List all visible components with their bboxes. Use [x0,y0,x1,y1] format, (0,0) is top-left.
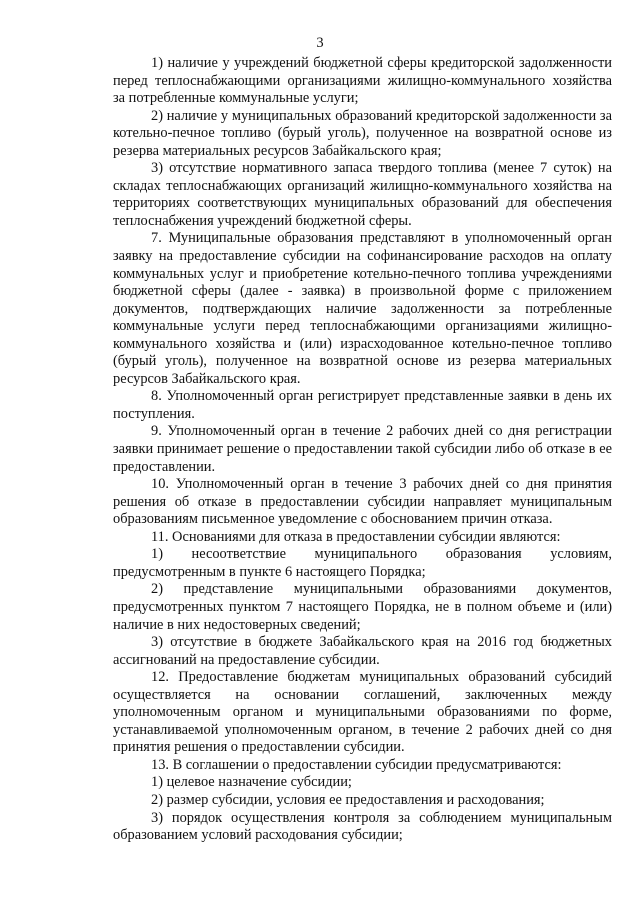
paragraph-11-item-2: 2) представление муниципальными образованиями документов, предусмотренных пунктом 7 настоящего Порядка, не в полном объеме и (или) наличие в них недостоверных сведений; [113,581,612,633]
paragraph-3-fuel-reserve: 3) отсутствие нормативного запаса твердого топлива (менее 7 суток) на складах теплоснабжающих организаций жилищно-коммунального хозяйства на территориях соответствующих муниципальных образований для обеспечения теплоснабжения учреждений бюджетной сферы. [113,160,612,229]
paragraph-2-arrears-fuel: 2) наличие у муниципальных образований кредиторской задолженности за котельно-печное топливо (бурый уголь), полученное на возвратной основе из резерва материальных ресурсов Забайкальского края; [113,107,612,159]
paragraph-11-item-1: 1) несоответствие муниципального образования условиям, предусмотренным в пункте 6 настоящего Порядка; [113,546,612,580]
paragraph-8-registration: 8. Уполномоченный орган регистрирует представленные заявки в день их поступления. [113,388,612,422]
document-body [113,55,612,845]
paragraph-12-agreements: 12. Предоставление бюджетам муниципальных образований субсидий осуществляется на основании соглашений, заключенных между уполномоченным органом и муниципальными образованиями по форме, устанавливаемой уполномоченным органом, в течение 2 рабочих дней со дня принятия решения о предоставлении субсидии. [113,669,612,756]
paragraph-11-item-3: 3) отсутствие в бюджете Забайкальского края на 2016 год бюджетных ассигнований на предоставление субсидии. [113,634,612,668]
paragraph-13-agreement-terms: 13. В соглашении о предоставлении субсидии предусматриваются: [151,756,562,773]
page-number: 3 [316,35,324,51]
paragraph-13-item-3: 3) порядок осуществления контроля за соблюдением муниципальным образованием условий расходования субсидии; [113,809,612,844]
paragraph-13-item-2: 2) размер субсидии, условия ее предоставления и расходования; [151,791,545,808]
paragraph-10-refusal-notice: 10. Уполномоченный орган в течение 3 рабочих дней со дня принятия решения об отказе в предоставлении субсидии направляет муниципальным образованиям письменное уведомление с обоснованием причин отказа. [113,476,612,528]
paragraph-11-refusal-grounds: 11. Основаниями для отказа в предоставлении субсидии являются: [151,528,561,545]
paragraph-13-item-1: 1) целевое назначение субсидии; [151,774,352,791]
paragraph-7-application: 7. Муниципальные образования представляют в уполномоченный орган заявку на предоставление субсидии на софинансирование расходов на оплату коммунальных услуг и приобретение котельно-печного топлива учреждениями бюджетной сферы (далее - заявка) в произвольной форме с приложением документов, подтверждающих наличие задолженности за потребленные коммунальные услуги перед теплоснабжающими организациями жилищно-коммунального хозяйства и (или) израсходованное котельно-печное топливо (бурый уголь), полученное на возвратной основе из резерва материальных ресурсов Забайкальского края. [113,230,612,387]
paragraph-1-arrears-utilities: 1) наличие у учреждений бюджетной сферы кредиторской задолженности перед теплоснабжающими организациями жилищно-коммунального хозяйства за потребленные коммунальные услуги; [113,55,612,107]
paragraph-9-decision: 9. Уполномоченный орган в течение 2 рабочих дней со дня регистрации заявки принимает решение о предоставлении такой субсидии либо об отказе в ее предоставлении. [113,423,612,475]
